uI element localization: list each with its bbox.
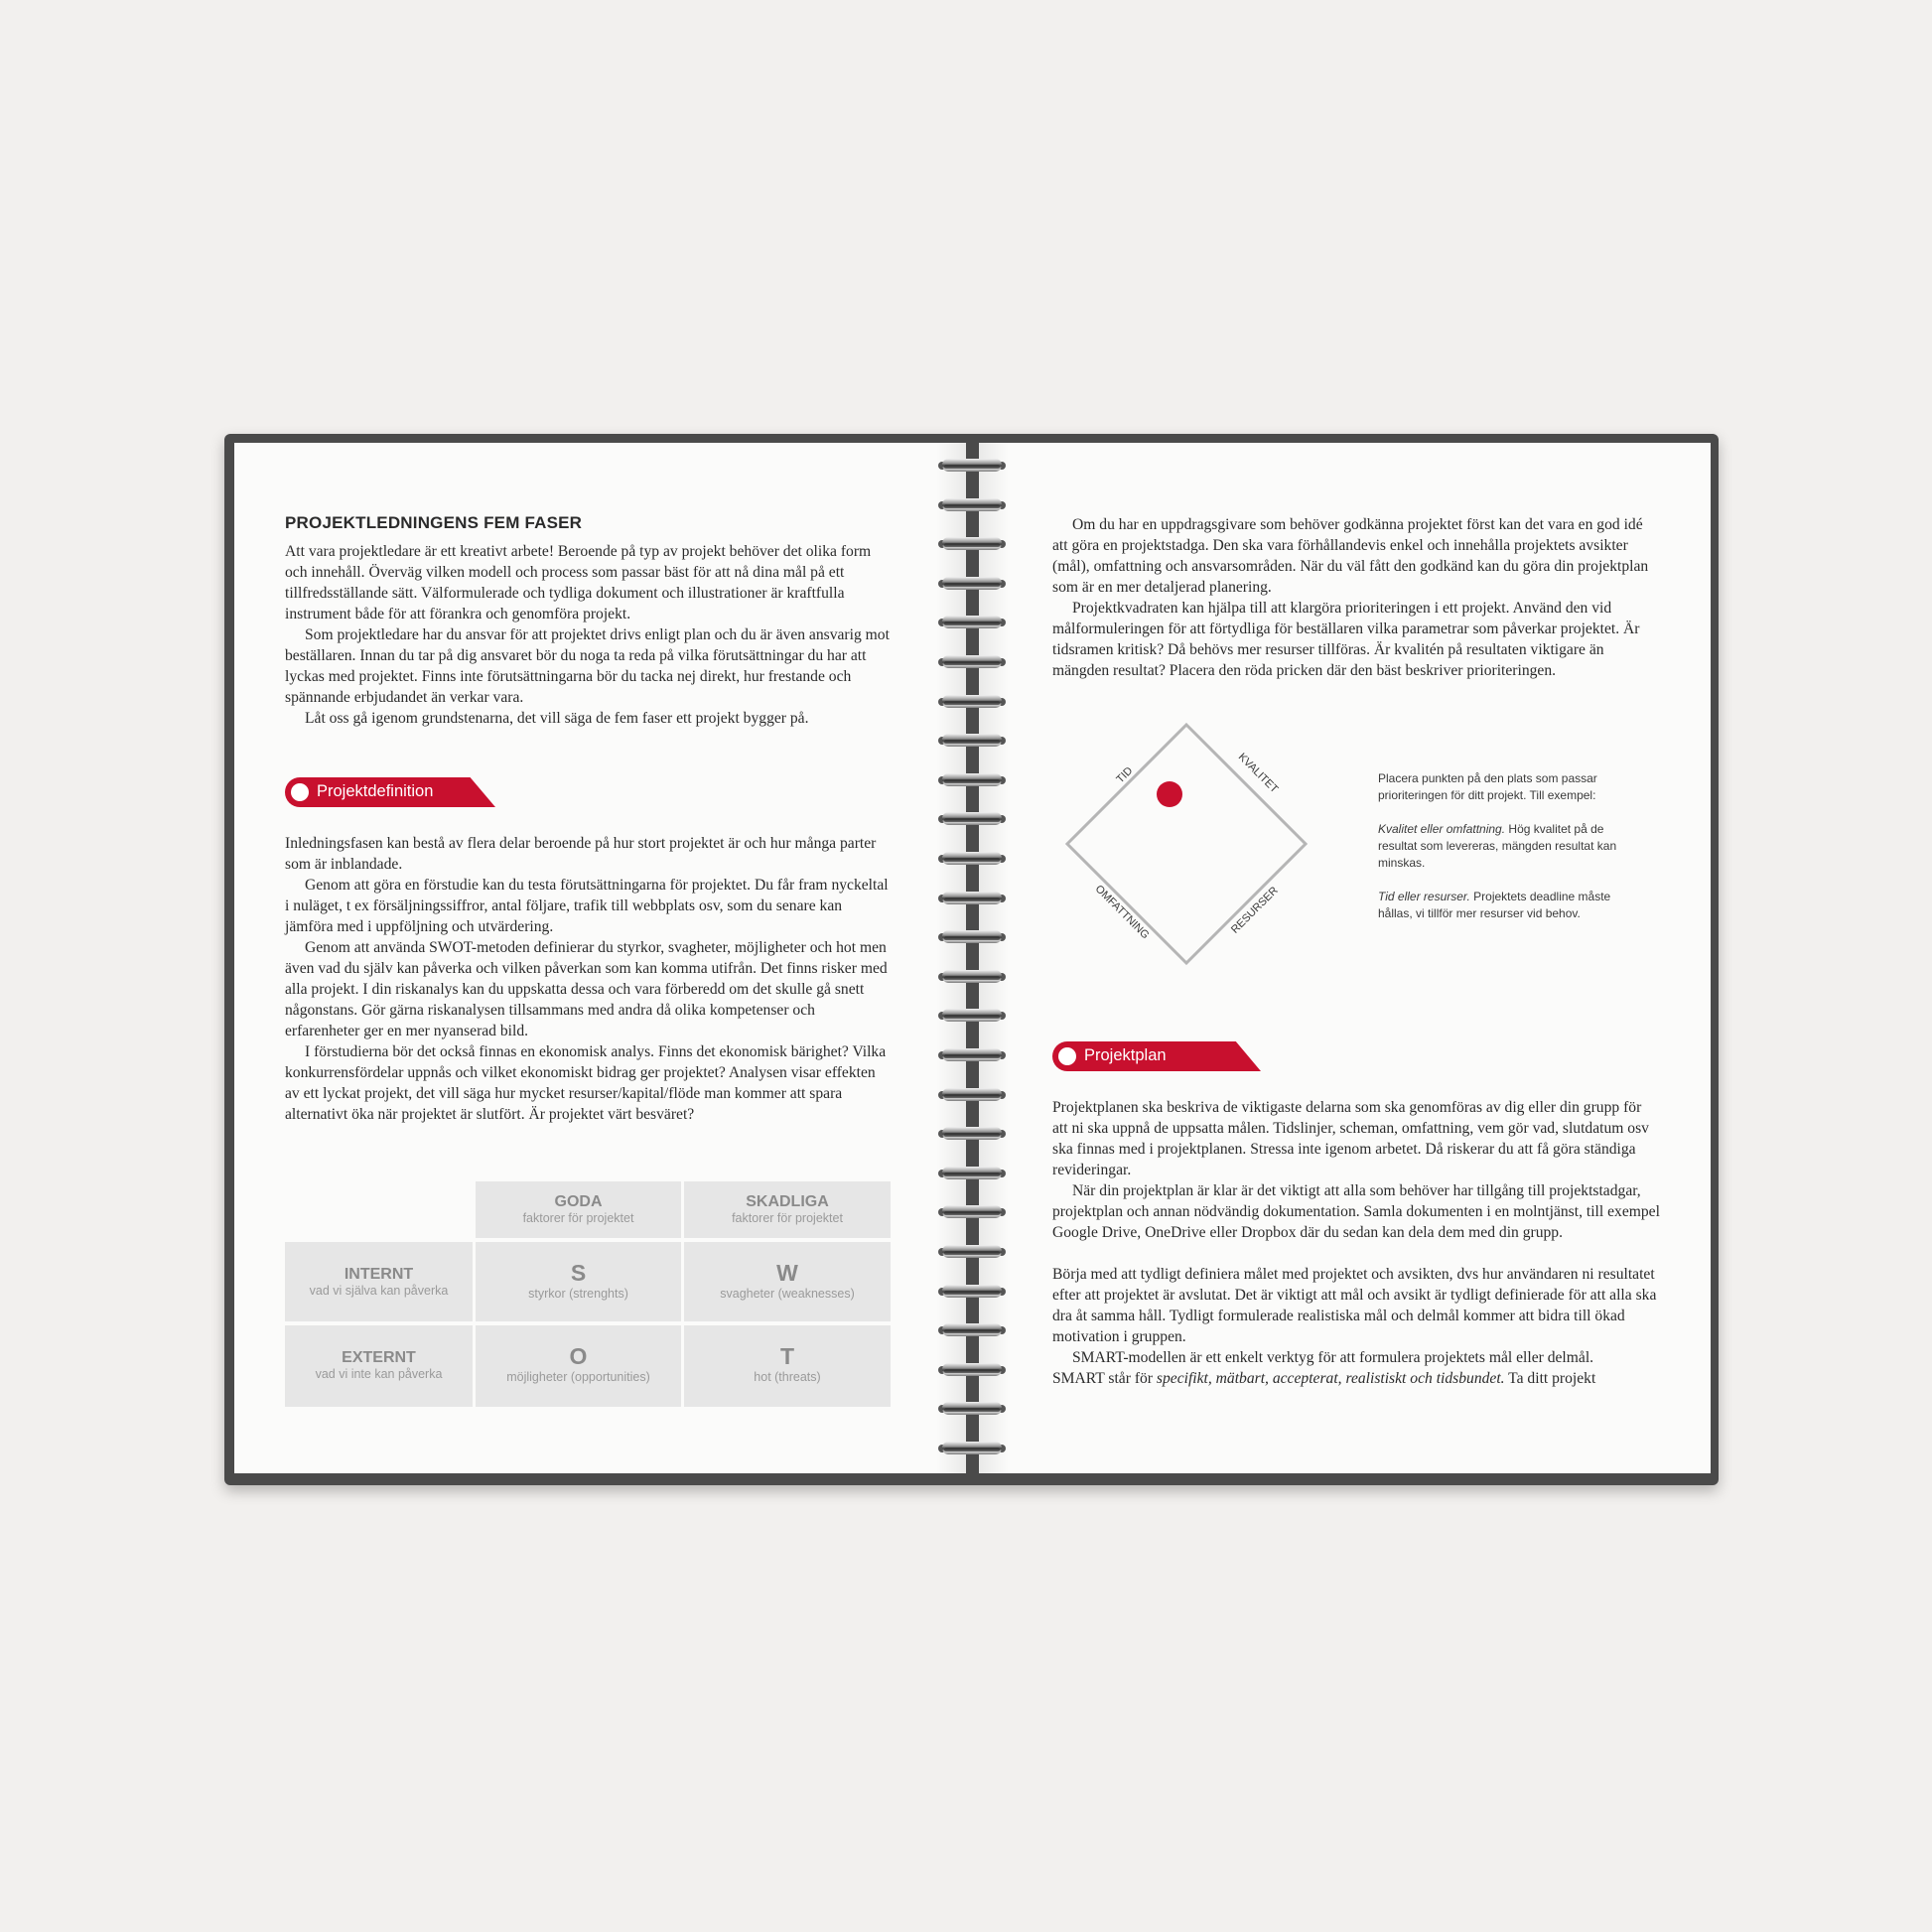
spiral-coil [938,1439,1006,1458]
spiral-coil [938,1320,1006,1340]
swot-table [285,1181,891,1407]
paragraph: Låt oss gå igenom grundstenarna, det vill säga de fem faser ett projekt bygger på. [305,710,809,727]
section-tag-projektdefinition: Projektdefinition [285,777,495,807]
swot-row-externt: EXTERNT vad vi inte kan påverka [285,1325,473,1407]
note-example-2: Tid eller resurser. Projektets deadline måste hållas, vi tillför mer resurser vid behov. [1378,890,1611,920]
spiral-coil [938,1399,1006,1419]
spiral-coil [938,1085,1006,1105]
spiral-coil [938,1006,1006,1026]
paragraph-smart: SMART står för specifikt, mätbart, accepterat, realistiskt och tidsbundet. Ta ditt projekt [1052,1370,1596,1387]
priority-dot[interactable] [1157,781,1182,807]
spiral-coil [938,652,1006,672]
paragraph: SMART-modellen är ett enkelt verktyg för att formulera projektets mål eller delmål. [1072,1349,1594,1366]
swot-cell-strengths: S styrkor (strenghts) [476,1242,681,1321]
swot-row-internt: INTERNT vad vi själva kan påverka [285,1242,473,1321]
paragraph: När din projektplan är klar är det viktigt att alla som behöver har tillgång till projektstadgar, projektplan och annan nödvändig dokumentation. Samla dokumenten i en molntjänst, till exempel Google Drive, OneDrive eller Dropbox där du sedan kan dela dem med din grupp. [1052,1182,1660,1241]
intro-text [285,541,893,729]
label-resurser: RESURSER [1229,885,1281,936]
spiral-coil [938,809,1006,829]
swot-cell-threats: T hot (threats) [684,1325,891,1407]
swot-header-skadliga: SKADLIGA faktorer för projektet [684,1181,891,1238]
diamond-outline [1067,725,1306,963]
diagram-note [1378,770,1646,939]
bullet-icon [1058,1047,1076,1065]
spiral-coil [938,849,1006,869]
bullet-icon [291,783,309,801]
paragraph: Inledningsfasen kan bestå av flera delar beroende på hur stort projektet är och hur många parter som är inblandade. [285,835,877,873]
spiral-coil [938,534,1006,554]
spiral-coil [938,927,1006,947]
paragraph: Som projektledare har du ansvar för att projektet drivs enligt plan och du är även ansvarig mot beställaren. Innan du tar på dig ansvaret bör du noga ta reda på vilka förutsättningar du har att lyckas med projektet. Finns inte förutsättningarna bör du tacka nej direkt, hur frestande och spännande erbjudandet än verkar vara. [285,626,890,706]
label-kvalitet: KVALITET [1235,751,1281,796]
spiral-coil [938,692,1006,712]
swot-cell-opportunities: O möjligheter (opportunities) [476,1325,681,1407]
spiral-coil [938,1045,1006,1065]
paragraph: Genom att använda SWOT-metoden definierar du styrkor, svagheter, möjligheter och hot men även vad du själv kan påverka och vilken påverkan som kan komma utifrån. Det finns risker med alla projekt. I din riskanalys kan du uppskatta dessa och vara förberedd om det skulle gå snett någonstans. Gör gärna riskanalysen tillsammans med andra då olika kompetenser och erfarenheter ger en mer nyanserad bild. [285,939,888,1039]
spiral-coil [938,1124,1006,1144]
spiral-coil [938,456,1006,476]
spiral-coil [938,574,1006,594]
spiral-binding [938,452,1006,1474]
label-tid: TID [1114,764,1136,786]
spiral-coil [938,1242,1006,1262]
paragraph: Genom att göra en förstudie kan du testa förutsättningarna för projektet. Du får fram nyckeltal i nuläget, t ex försäljningssiffror, antal följare, trafik till webbplats osv, som du senare kan jämföra med i uppföljning och utvärdering. [285,877,889,935]
note-example-1: Kvalitet eller omfattning. Hög kvalitet på de resultat som levereras, mängden resultat kan minskas. [1378,822,1617,870]
spiral-coil [938,770,1006,790]
swot-cell-weaknesses: W svagheter (weaknesses) [684,1242,891,1321]
projektplan-text [1052,1097,1660,1389]
spiral-coil [938,889,1006,908]
paragraph: Projektplanen ska beskriva de viktigaste delarna som ska genomföras av dig eller din grupp för att ni ska uppnå de uppsatta målen. Tidslinjer, scheman, omfattning, vem gör vad, slutdatum osv ska finnas med i projektplanen. Stressa inte igenom arbetet. Då riskerar du att få göra ständiga revideringar. [1052,1099,1649,1178]
note-intro: Placera punkten på den plats som passar prioriteringen för ditt projekt. Till exempel: [1378,771,1597,802]
paragraph: Börja med att tydligt definiera målet med projektet och avsikten, dvs hur användaren ni resultatet efter att projektet är avslutat. Det är viktigt att mål och avsikt är tydligt definierade för att alla ska dra åt samma håll. Tydligt formulerade realistiska mål och delmål kommer att bidra till ökad motivation i gruppen. [1052,1266,1657,1345]
spiral-coil [938,1202,1006,1222]
paragraph: I förstudierna bör det också finnas en ekonomisk analys. Finns det ekonomisk bärighet? Vilka konkurrensfördelar uppnås och vilket ekonomiskt bidrag ger projektet? Analysen visar effekten av ett lyckat projekt, det vill säga hur mycket resurser/kapital/flöde man kommer att spara alternativt öka när projektet är slutfört. Är projektet värt besväret? [285,1043,887,1123]
spiral-coil [938,613,1006,632]
spiral-coil [938,495,1006,515]
page-title: PROJEKTLEDNINGENS FEM FASER [285,513,583,532]
paragraph: Om du har en uppdragsgivare som behöver godkänna projektet först kan det vara en god idé att göra en projektstadga. Den ska vara förhållandevis enkel och innehålla projektets avsikter (mål), omfattning och ansvarsområden. När du väl fått den godkänd kan du göra din projektplan som är en mer detaljerad planering. [1052,516,1649,596]
paragraph: Projektkvadraten kan hjälpa till att klargöra prioriteringen i ett projekt. Använd den vid målformuleringen för att förtydliga för beställaren vilka parametrar som påverkar projektet. Är tidsramen kritisk? Då behövs mer resurser tillföras. Är kvalitén på resultaten viktigare än mängden resultat? Placera den röda pricken där den bäst beskriver prioriteringen. [1052,600,1640,679]
paragraph: Att vara projektledare är ett kreativt arbete! Beroende på typ av projekt behöver det olika form och innehåll. Överväg vilken modell och process som passar bäst för att nå dina mål på ett tillfredsställande sätt. Välformulerade och tydliga dokument och illustrationer är kraftfulla instrument både för att förankra och genomföra projekt. [285,543,872,622]
swot-header-goda: GODA faktorer för projektet [476,1181,681,1238]
projektdefinition-text [285,833,893,1125]
spiral-coil [938,967,1006,987]
right-intro-text [1052,514,1660,681]
spiral-coil [938,731,1006,751]
spiral-coil [938,1164,1006,1183]
project-square-diagram [1062,722,1311,970]
label-omfattning: OMFATTNING [1092,883,1152,942]
spiral-coil [938,1360,1006,1380]
spiral-coil [938,1282,1006,1302]
section-tag-projektplan: Projektplan [1052,1041,1261,1071]
